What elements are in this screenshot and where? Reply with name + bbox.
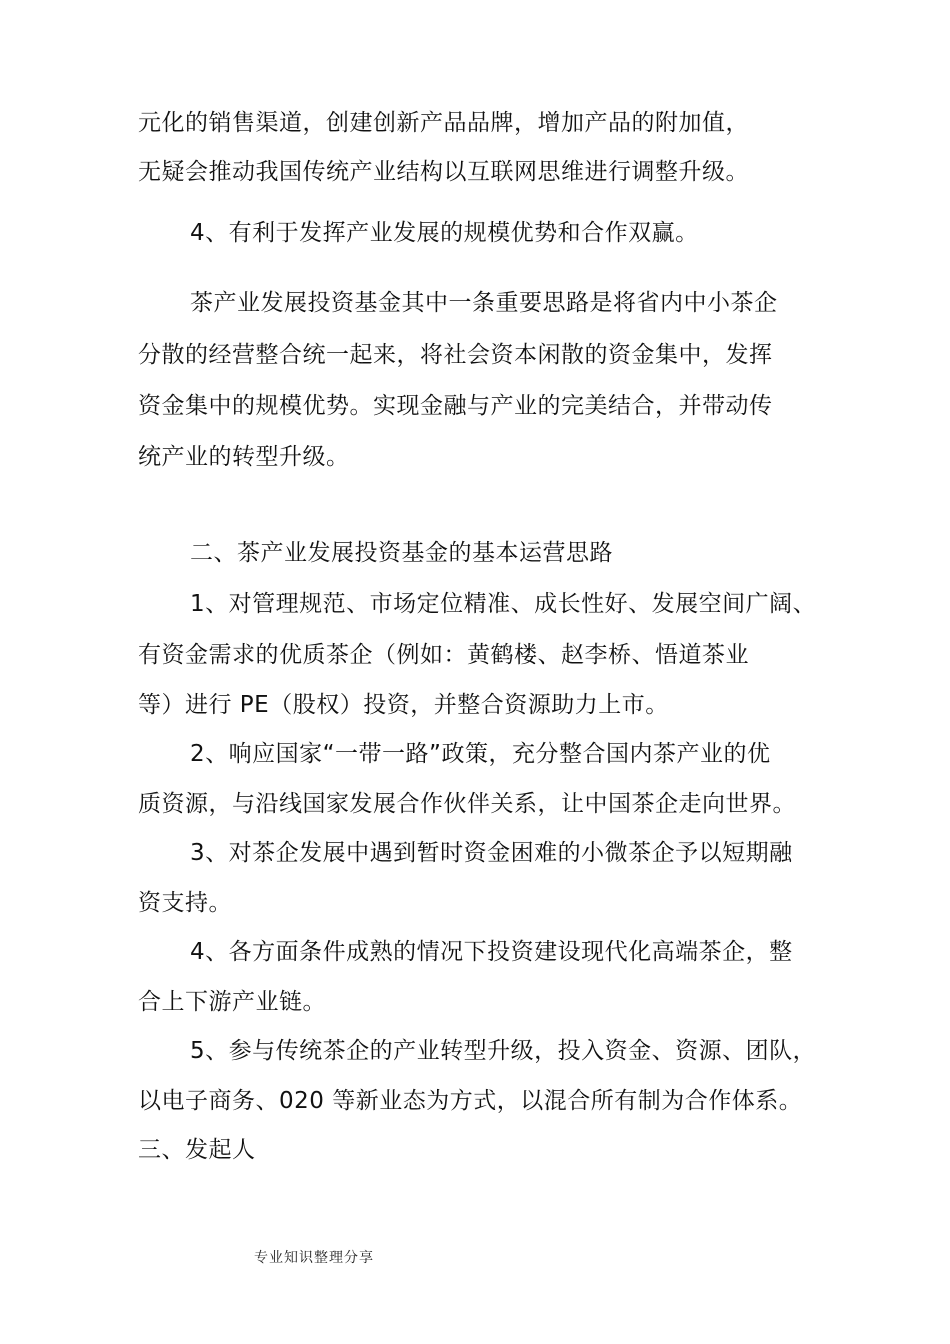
paragraph-line: 无疑会推动我国传统产业结构以互联网思维进行调整升级。	[138, 159, 749, 185]
list-item-line: 5、参与传统茶企的产业转型升级，投入资金、资源、团队，	[190, 1038, 817, 1064]
paragraph-line: 元化的销售渠道，创建创新产品品牌，增加产品的附加值，	[138, 110, 749, 136]
list-item-line: 以电子商务、020 等新业态为方式，以混合所有制为合作体系。	[138, 1088, 803, 1114]
list-item-line: 4、有利于发挥产业发展的规模优势和合作双赢。	[190, 220, 699, 246]
list-item-line: 1、对管理规范、市场定位精准、成长性好、发展空间广阔、	[190, 591, 817, 617]
list-item-line: 2、响应国家“一带一路”政策，充分整合国内茶产业的优	[190, 741, 771, 767]
list-item-line: 资支持。	[138, 890, 232, 916]
paragraph-line: 统产业的转型升级。	[138, 444, 350, 470]
list-item-line: 4、各方面条件成熟的情况下投资建设现代化高端茶企，整	[190, 939, 793, 965]
page-footer: 专业知识整理分享	[254, 1250, 374, 1266]
paragraph-line: 茶产业发展投资基金其中一条重要思路是将省内中小茶企	[190, 290, 778, 316]
section-heading: 二、茶产业发展投资基金的基本运营思路	[190, 540, 613, 566]
list-item-line: 等）进行 PE（股权）投资，并整合资源助力上市。	[138, 692, 669, 718]
list-item-line: 合上下游产业链。	[138, 989, 326, 1015]
list-item-line: 3、对茶企发展中遇到暂时资金困难的小微茶企予以短期融	[190, 840, 793, 866]
paragraph-line: 资金集中的规模优势。实现金融与产业的完美结合，并带动传	[138, 393, 773, 419]
list-item-line: 质资源，与沿线国家发展合作伙伴关系，让中国茶企走向世界。	[138, 791, 796, 817]
paragraph-line: 分散的经营整合统一起来，将社会资本闲散的资金集中，发挥	[138, 342, 773, 368]
list-item-line: 有资金需求的优质茶企（例如：黄鹤楼、赵李桥、悟道茶业	[138, 642, 749, 668]
section-heading: 三、发起人	[138, 1137, 256, 1163]
